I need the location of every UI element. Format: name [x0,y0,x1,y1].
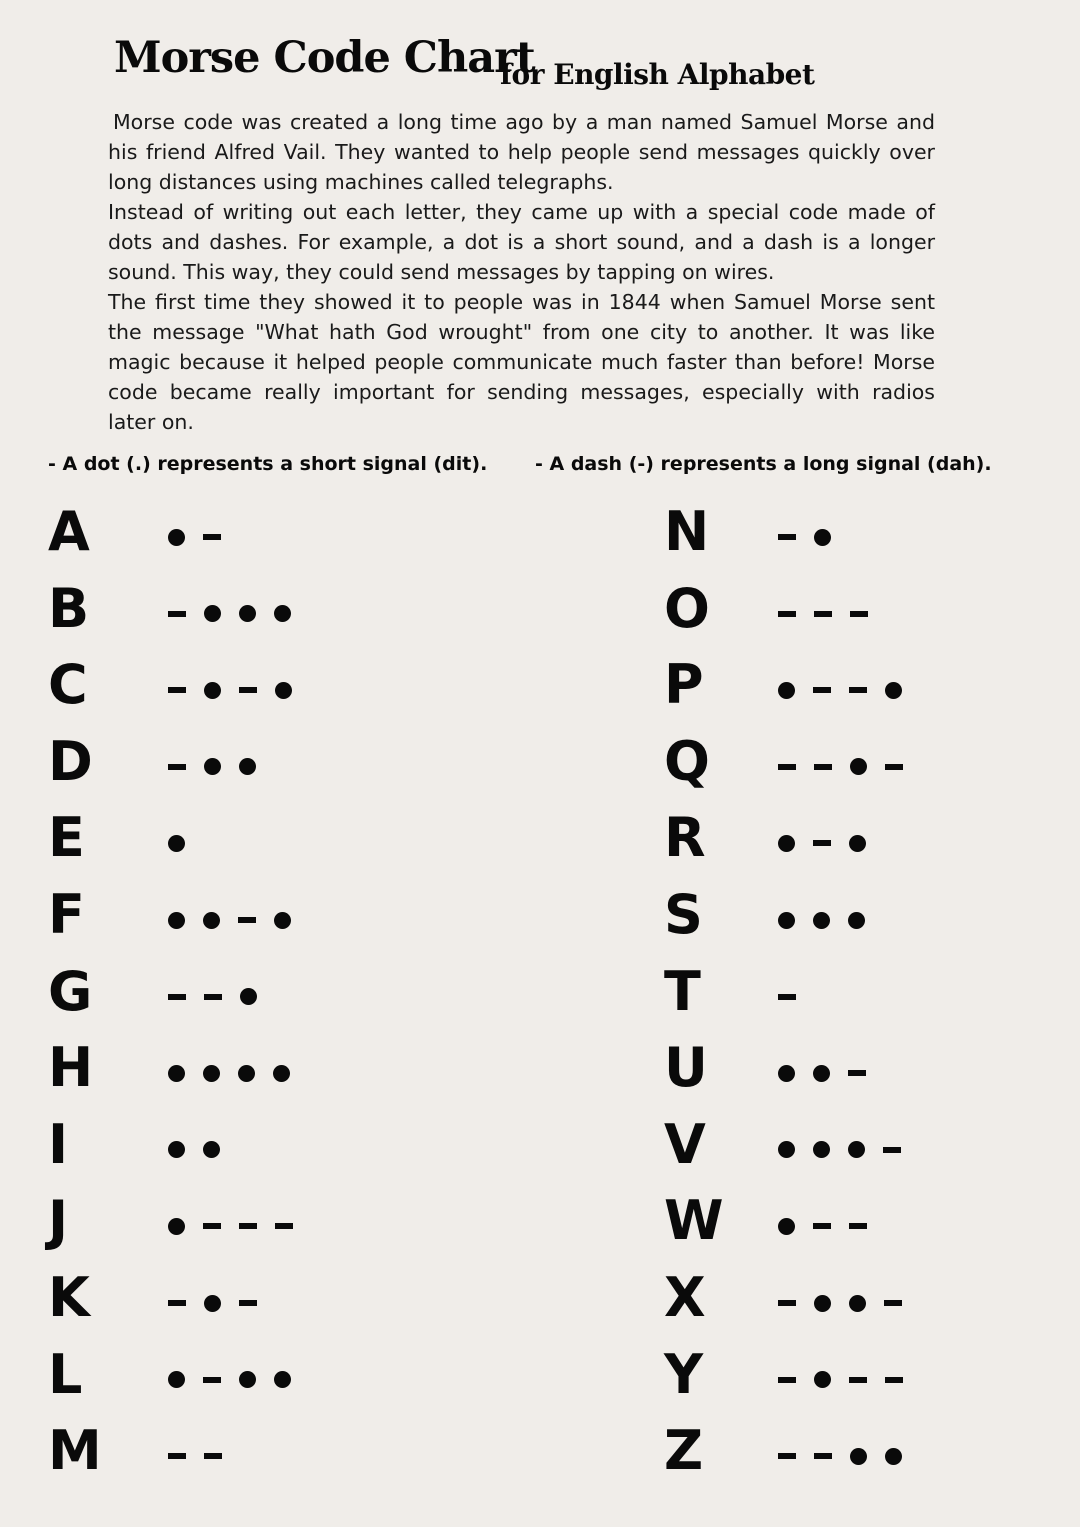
morse-code-o [778,599,868,629]
dash-symbol [813,687,831,693]
dash-symbol [203,534,221,540]
dot-symbol [885,682,902,699]
letter-l: L [48,1342,83,1406]
morse-code-c [168,675,292,705]
intro-paragraph: Morse code was created a long time ago by a man named Samuel Morse and his friend Alfred Vail. They wanted to help people send messages quickly over long distances using machines called telegraphs. [108,110,935,194]
dash-symbol [778,1453,796,1459]
dash-symbol [849,1223,867,1229]
morse-code-x [778,1288,902,1318]
dash-symbol [849,1377,867,1383]
letter-q: Q [664,729,710,793]
dot-symbol [273,1065,290,1082]
dot-symbol [168,1141,185,1158]
dot-symbol [239,605,256,622]
dot-symbol [849,835,866,852]
dot-symbol [168,1371,185,1388]
letter-f: F [48,883,85,946]
dash-symbol [813,840,831,846]
dash-symbol [883,1147,901,1153]
letter-g: G [48,959,93,1023]
dot-symbol [239,758,256,775]
dash-symbol [203,1223,221,1229]
dot-symbol [850,758,867,775]
dash-symbol [778,994,796,1000]
letter-u: U [664,1036,708,1100]
dot-symbol [168,1065,185,1082]
dot-symbol [849,1295,866,1312]
morse-code-f [168,905,291,935]
morse-code-t [778,982,796,1012]
dot-symbol [274,1371,291,1388]
dot-symbol [813,1065,830,1082]
morse-code-k [168,1288,257,1318]
morse-code-w [778,1211,867,1241]
letter-e: E [48,806,85,870]
dot-symbol [239,1371,256,1388]
dot-symbol [813,912,830,929]
morse-code-i [168,1135,220,1165]
dot-symbol [813,1141,830,1158]
dash-symbol [239,1223,257,1229]
dot-symbol [203,912,220,929]
dot-symbol [778,912,795,929]
dot-symbol [885,1448,902,1465]
dot-symbol [275,682,292,699]
morse-code-g [168,982,257,1012]
dash-symbol [813,1223,831,1229]
dot-symbol [204,682,221,699]
dash-symbol [168,687,186,693]
letter-o: O [664,576,710,640]
letter-a: A [48,500,90,563]
morse-code-q [778,752,903,782]
dot-symbol [778,1218,795,1235]
dot-symbol [238,1065,255,1082]
letter-w: W [664,1189,724,1253]
dot-symbol [814,1371,831,1388]
morse-code-a [168,522,221,552]
dot-symbol [168,529,185,546]
morse-code-h [168,1058,290,1088]
dash-symbol [849,687,867,693]
dash-symbol [848,1070,866,1076]
dot-symbol [240,988,257,1005]
letter-b: B [48,576,90,640]
dash-symbol [814,764,832,770]
dot-symbol [848,1141,865,1158]
letter-z: Z [664,1419,704,1483]
letter-t: T [664,959,701,1023]
morse-code-m [168,1441,222,1471]
dot-symbol [168,1218,185,1235]
letter-n: N [664,500,710,563]
letter-d: D [48,729,93,793]
morse-code-l [168,1365,291,1395]
letter-v: V [664,1112,706,1176]
morse-code-z [778,1441,902,1471]
dash-symbol [885,1377,903,1383]
dash-symbol [778,1300,796,1306]
dash-symbol [239,687,257,693]
letter-x: X [664,1266,706,1329]
dash-symbol [239,1300,257,1306]
intro-paragraph: Instead of writing out each letter, they came up with a special code made of dots and dashes. For example, a dot is a short sound, and a dash is a longer sound. This way, they could send messages by tapping on wires. [108,200,935,284]
letter-p: P [664,653,704,717]
morse-code-p [778,675,902,705]
page-title: Morse Code Chart [114,33,535,83]
dash-symbol [204,994,222,1000]
morse-code-s [778,905,865,935]
dash-symbol [778,611,796,617]
dot-symbol [274,605,291,622]
dot-symbol [848,912,865,929]
dash-symbol [168,1300,186,1306]
dash-symbol [814,611,832,617]
legend-dot: - A dot (.) represents a short signal (dit). [48,453,488,475]
morse-code-j [168,1211,293,1241]
dash-symbol [778,764,796,770]
dot-symbol [204,605,221,622]
dot-symbol [778,682,795,699]
dot-symbol [850,1448,867,1465]
legend-dash: - A dash (-) represents a long signal (dah). [535,453,992,475]
dash-symbol [814,1453,832,1459]
letter-y: Y [664,1342,704,1406]
intro-text [108,107,935,437]
letter-s: S [664,883,703,946]
dot-symbol [204,758,221,775]
dash-symbol [778,1377,796,1383]
dash-symbol [168,611,186,617]
intro-paragraph: The first time they showed it to people was in 1844 when Samuel Morse sent the message "What hath God wrought" from one city to another. It was like magic because it helped people communicate much faster than before! Morse code became really important for sending messages, especially with radios later on. [108,290,935,434]
morse-code-v [778,1135,901,1165]
dash-symbol [204,1453,222,1459]
dash-symbol [168,764,186,770]
dash-symbol [275,1223,293,1229]
dot-symbol [778,1065,795,1082]
dot-symbol [168,835,185,852]
letter-k: K [48,1266,90,1329]
letter-r: R [664,806,706,870]
dot-symbol [168,912,185,929]
dash-symbol [885,764,903,770]
morse-code-e [168,828,185,858]
dot-symbol [274,912,291,929]
dash-symbol [168,1453,186,1459]
letter-j: J [48,1189,69,1253]
letter-m: M [48,1419,102,1483]
dash-symbol [778,534,796,540]
morse-code-b [168,599,291,629]
morse-code-r [778,828,866,858]
dash-symbol [203,1377,221,1383]
dot-symbol [203,1141,220,1158]
morse-code-u [778,1058,866,1088]
dot-symbol [778,1141,795,1158]
dot-symbol [814,1295,831,1312]
letter-h: H [48,1036,94,1100]
morse-code-y [778,1365,903,1395]
dot-symbol [778,835,795,852]
letter-c: C [48,653,88,717]
dot-symbol [204,1295,221,1312]
morse-code-d [168,752,256,782]
dot-symbol [814,529,831,546]
dot-symbol [203,1065,220,1082]
letter-i: I [48,1112,69,1176]
dash-symbol [238,917,256,923]
dash-symbol [884,1300,902,1306]
dash-symbol [850,611,868,617]
page-subtitle: for English Alphabet [500,58,815,91]
dash-symbol [168,994,186,1000]
morse-code-n [778,522,831,552]
